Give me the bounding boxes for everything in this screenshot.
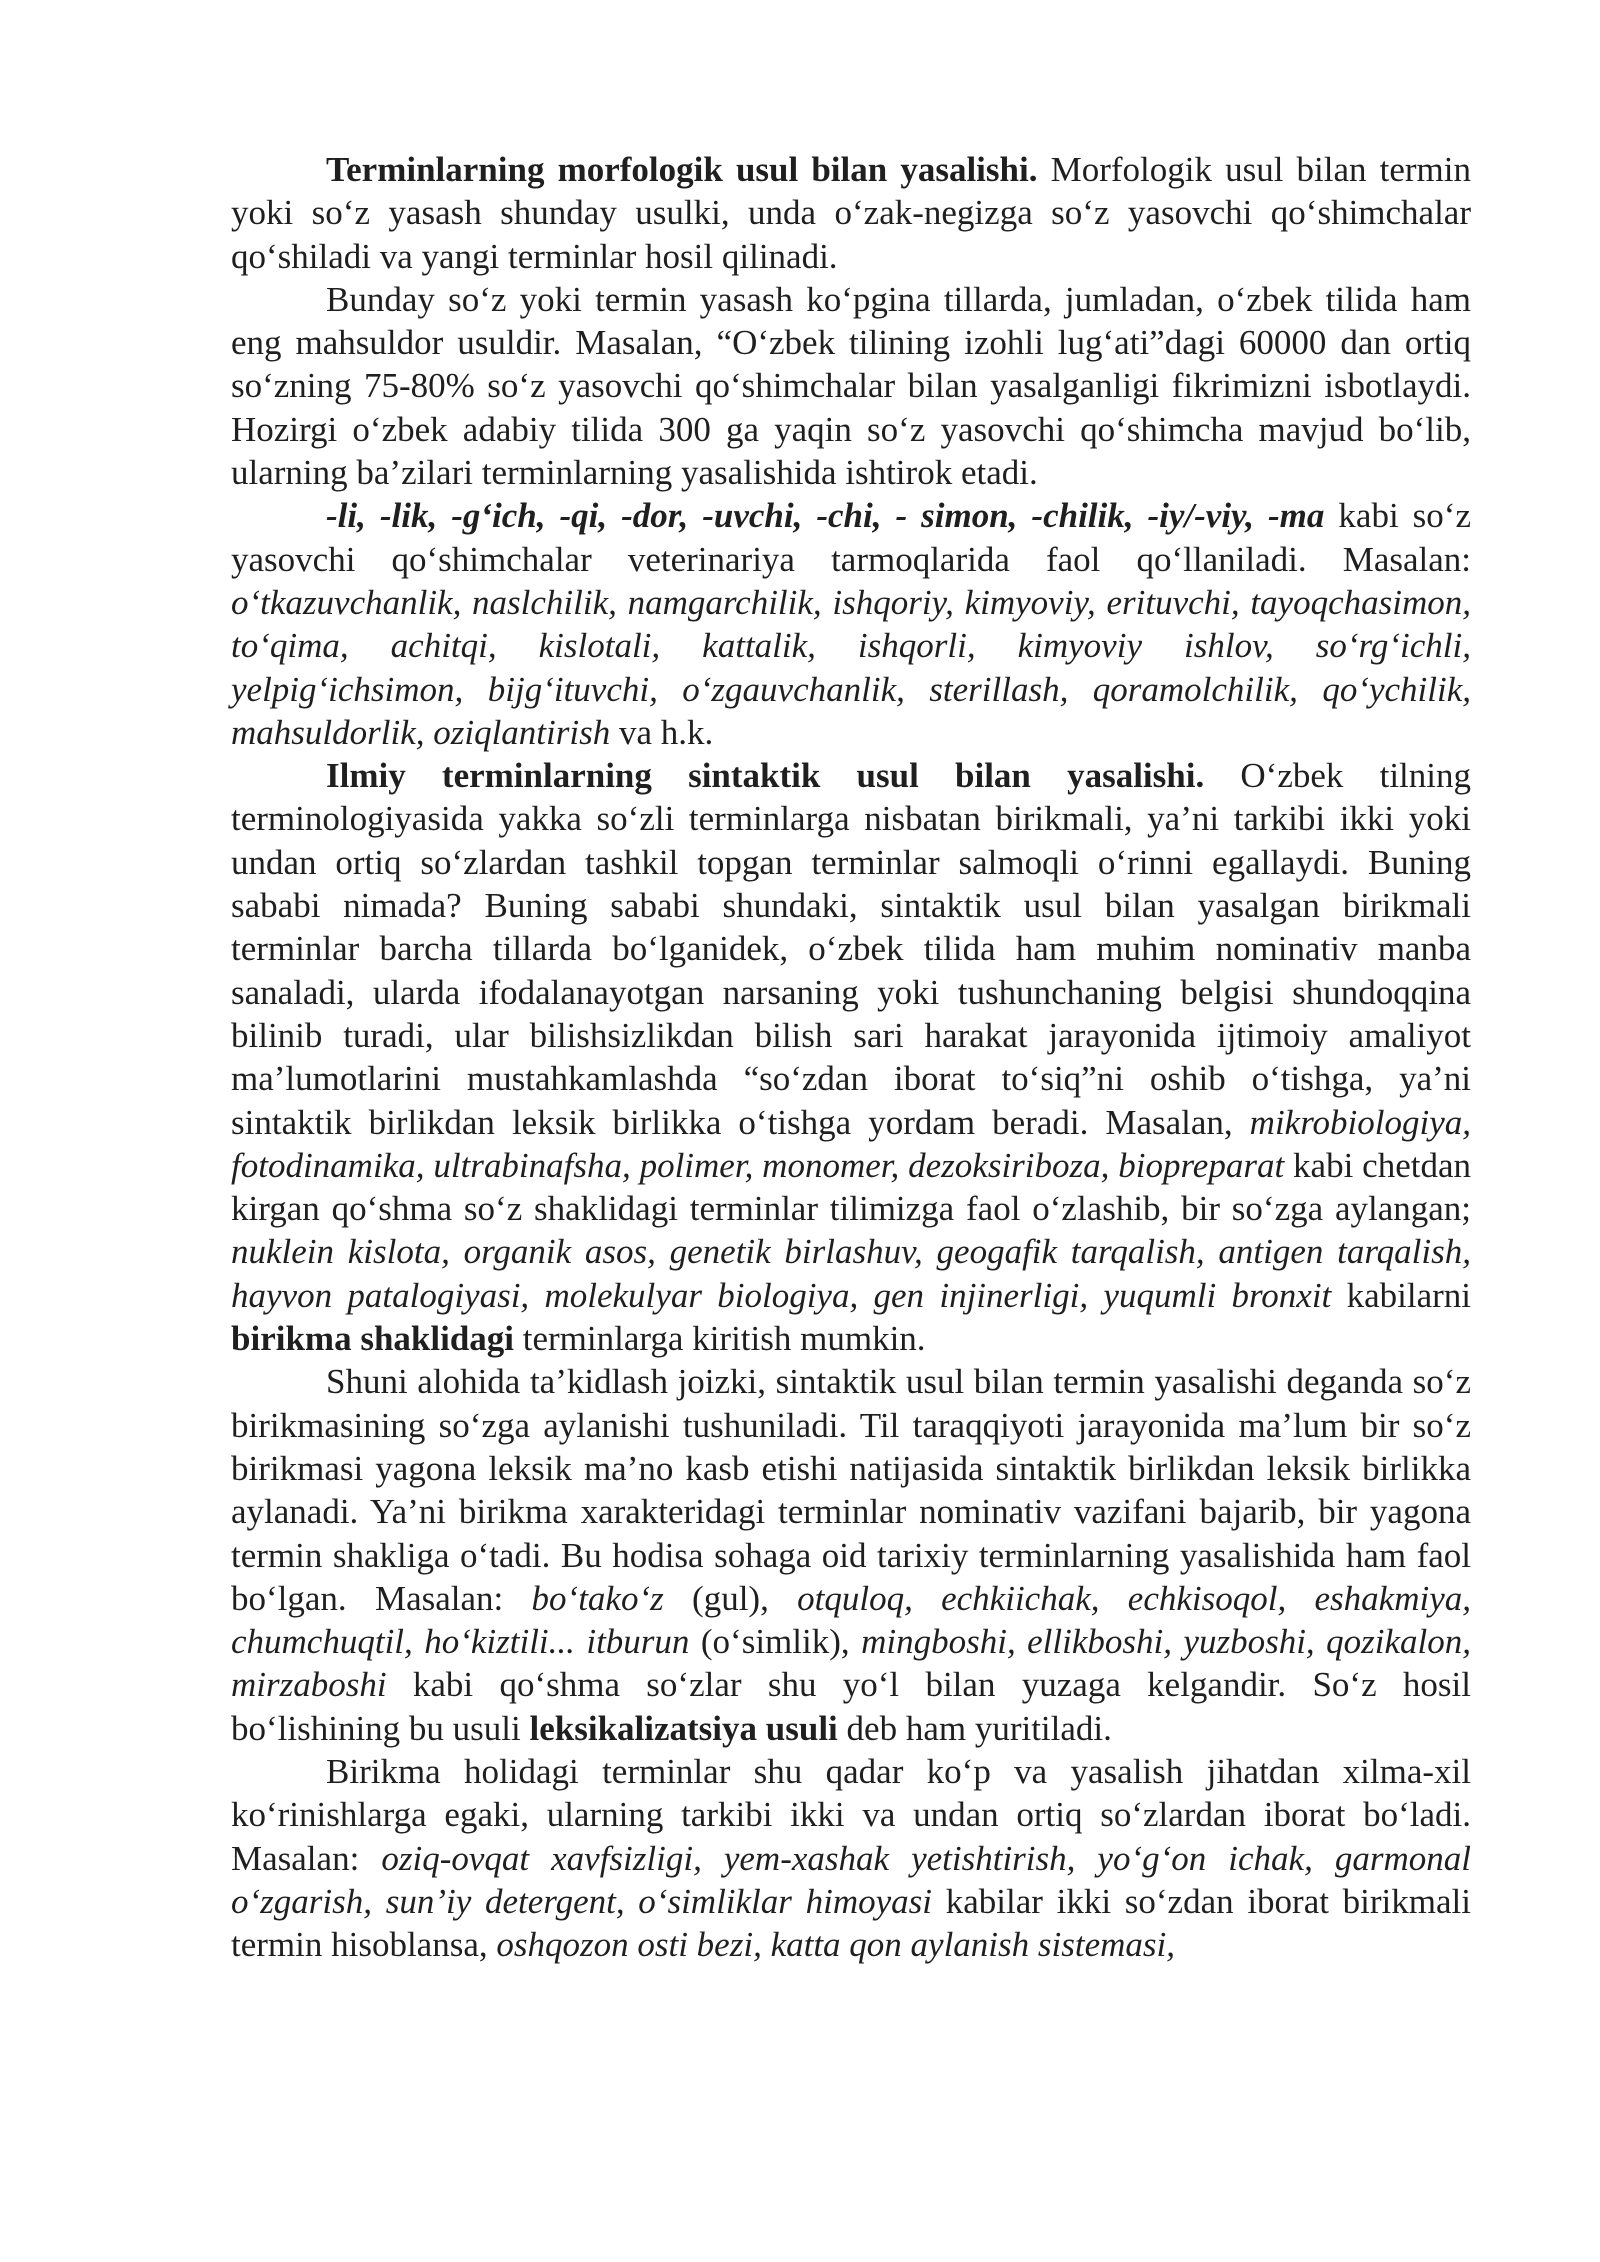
- section-heading-morphological: Terminlarning morfologik usul bilan yasalishi.: [326, 150, 1038, 189]
- paragraph-lexicalization: [231, 1360, 1471, 1750]
- paragraph-morphological-method: [231, 148, 1471, 278]
- section-heading-syntactic: Ilmiy terminlarning sintaktik usul bilan yasalishi.: [326, 756, 1205, 796]
- text-run: Shuni alohida ta’kidlash joizki, sintaktik usul bilan termin yasalishi deganda so‘z birikmasining so‘zga aylanishi tushuniladi. Til taraqqiyoti jarayonida ma’lum bir so‘z birikmasi yagona leksik ma’no kasb etishi natijasida sintaktik birlikdan leksik birlikka aylanadi. Ya’ni birikma xarakteridagi terminlar nominativ vazifani bajarib, bir yagona termin shakliga o‘tadi. Bu hodisa sohaga oid tarixiy terminlarning yasalishida ham faol bo‘lgan. Masalan:: [231, 1362, 1471, 1618]
- emphasis-bold: birikma shaklidagi: [231, 1319, 515, 1359]
- text-run: Bunday so‘z yoki termin yasash ko‘pgina tillarda, jumladan, o‘zbek tilida ham eng mahsuldor usuldir. Masalan, “O‘zbek tilining izohli lug‘ati”dagi 60000 dan ortiq so‘zning 75-80% so‘z yasovchi qo‘shimchalar bilan yasalganligi fikrimizni isbotlaydi. Hozirgi o‘zbek adabiy tilida 300 ga yaqin so‘z yasovchi qo‘shimcha mavjud bo‘lib, ularning ba’zilari terminlarning yasalishida ishtirok etadi.: [231, 279, 1471, 493]
- paragraph-suffix-list: [231, 494, 1471, 754]
- text-run: kabi so‘z yasovchi qo‘shimchalar veterinariya tarmoqlarida faol qo‘llaniladi. Masalan:: [231, 496, 1471, 579]
- example-terms: mikrobiologiya, fotodinamika, ultrabinafsha, polimer, monomer, dezoksiriboza, biopreparat: [231, 1102, 1471, 1185]
- example-terms: nuklein kislota, organik asos, genetik birlashuv, geogafik tarqalish, antigen tarqalish, hayvon patalogiyasi, molekulyar biologiya, gen injinerligi, yuqumli bronxit: [231, 1232, 1471, 1315]
- example-terms: oziq-ovqat xavfsizligi, yem-xashak yetishtirish, yo‘g‘on ichak, garmonal o‘zgarish, sun’iy detergent, o‘simliklar himoyasi: [231, 1838, 1471, 1921]
- text-run: Morfologik usul bilan termin yoki so‘z yasash shunday usulki, unda o‘zak-negizga so‘z yasovchi qo‘shimchalar qo‘shiladi va yangi terminlar hosil qilinadi.: [231, 150, 1471, 276]
- paragraph-syntactic-method: [231, 754, 1471, 1360]
- text-run: (gul),: [663, 1578, 798, 1618]
- text-run: deb ham yuritiladi.: [837, 1708, 1112, 1748]
- example-terms: otquloq, echkiichak, echkisoqol, eshakmiya, chumchuqtil, ho‘kiztili... itburun: [231, 1578, 1471, 1662]
- example-terms: o‘tkazuvchanlik, naslchilik, namgarchilik, ishqoriy, kimyoviy, erituvchi, tayoqchasimon, to‘qima, achitqi, kislotali, kattalik, ishqorli, kimyoviy ishlov, so‘rg‘ichli, yelpig‘ichsimon, bijg‘ituvchi, o‘zgauvchanlik, sterillash, qoramolchilik, qo‘ychilik, mahsuldorlik, oziqlantirish: [231, 582, 1471, 752]
- document-page: [231, 148, 1471, 1966]
- emphasis-bold: leksikalizatsiya usuli: [529, 1708, 838, 1748]
- suffix-list: -li, -lik, -g‘ich, -qi, -dor, -uvchi, -chi, - simon, -chilik, -iy/-viy, -ma: [326, 496, 1325, 536]
- example-terms: oshqozon osti bezi, katta qon aylanish sistemasi,: [496, 1925, 1175, 1965]
- text-run: va h.k.: [610, 712, 714, 752]
- text-run: Birikma holidagi terminlar shu qadar ko‘p va yasalish jihatdan xilma-xil ko‘rinishlarga egaki, ularning tarkibi ikki va undan ortiq so‘zlardan iborat bo‘ladi. Masalan:: [231, 1751, 1471, 1878]
- text-run: kabilarni: [1331, 1275, 1472, 1315]
- paragraph-compound-terms: [231, 1750, 1471, 1966]
- example-terms: mingboshi, ellikboshi, yuzboshi, qozikalon, mirzaboshi: [231, 1622, 1471, 1705]
- example-terms: bo‘tako‘z: [531, 1578, 664, 1618]
- text-run: kabi qo‘shma so‘zlar shu yo‘l bilan yuzaga kelgandir. So‘z hosil bo‘lishining bu usuli: [231, 1665, 1471, 1748]
- paragraph-word-formation-productivity: [231, 278, 1471, 494]
- text-run: O‘zbek tilning terminologiyasida yakka so‘zli terminlarga nisbatan birikmali, ya’ni tarkibi ikki yoki undan ortiq so‘zlardan tashkil topgan terminlar salmoqli o‘rinni egallaydi. Buning sababi nimada? Buning sababi shundaki, sintaktik usul bilan yasalgan birikmali terminlar barcha tillarda bo‘lganidek, o‘zbek tilida ham muhim nominativ manba sanaladi, ularda ifodalanayotgan narsaning yoki tushunchaning belgisi shundoqqina bilinib turadi, ular bilishsizlikdan bilish sari harakat jarayonida ijtimoiy amaliyot ma’lumotlarini mustahkamlashda “so‘zdan iborat to‘siq”ni oshib o‘tishga, ya’ni sintaktik birlikdan leksik birlikka o‘tishga yordam beradi. Masalan,: [231, 756, 1471, 1142]
- text-run: kabilar ikki so‘zdan iborat birikmali termin hisoblansa,: [231, 1881, 1471, 1965]
- text-run: (o‘simlik),: [689, 1622, 862, 1662]
- text-run: kabi chetdan kirgan qo‘shma so‘z shaklidagi terminlar tilimizga faol o‘zlashib, bir so‘zga aylangan;: [231, 1145, 1471, 1229]
- text-run: terminlarga kiritish mumkin.: [514, 1319, 926, 1359]
